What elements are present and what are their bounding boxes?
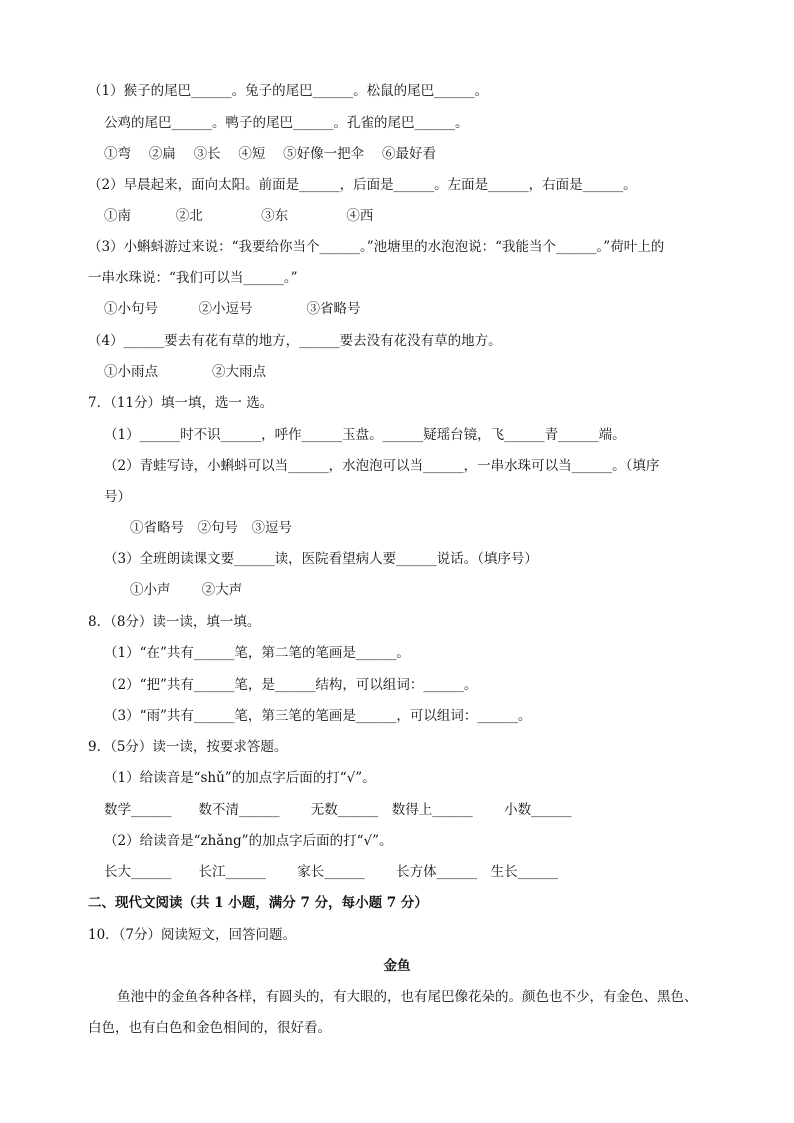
q6-1-line-2: 公鸡的尾巴______。鸭子的尾巴______。孔雀的尾巴______。 (104, 115, 469, 131)
q6-3-line-2: 一串水珠说：“我们可以当______。” (88, 270, 298, 286)
section-heading: 二、现代文阅读（共 1 小题，满分 7 分，每小题 7 分） (88, 895, 428, 911)
q6-4-line: （4）______要去有花有草的地方，______要去没有花没有草的地方。 (88, 333, 502, 349)
q6-1-options: ①弯 ②扁 ③长 ④短 ⑤好像一把伞 ⑥最好看 (104, 146, 436, 162)
q9-1-words: 数学______ 数不清______ 无数______ 数得上______ 小数______ (104, 802, 572, 818)
q6-3-options: ①小句号 ②小逗号 ③省略号 (104, 301, 361, 317)
q7-2-line-1: （2）青蛙写诗，小蝌蚪可以当______，水泡泡可以当______，一串水珠可以当______。（填序 (104, 458, 660, 474)
q9-1-instruction: （1）给读音是“shǔ”的加点字后面的打“√”。 (104, 770, 376, 786)
q7-2-line-2: 号） (104, 489, 131, 505)
q10-heading: 10．（7分）阅读短文，回答问题。 (88, 927, 297, 943)
q8-2-line: （2）“把”共有______笔，是______结构，可以组词：______。 (104, 677, 478, 693)
q7-3-line: （3）全班朗读课文要______读，医院看望病人要______说话。（填序号） (104, 551, 538, 567)
q7-3-options: ①小声 ②大声 (130, 582, 243, 598)
q7-heading: 7．（11分）填一填，选一 选。 (88, 395, 274, 411)
q9-heading: 9．（5分）读一读，按要求答题。 (88, 739, 288, 755)
q8-heading: 8．（8分）读一读，填一填。 (88, 614, 261, 630)
q7-2-options: ①省略号 ②句号 ③逗号 (130, 520, 292, 536)
q6-2-line: （2）早晨起来，面向太阳。前面是______，后面是______。左面是______，右面是______。 (88, 177, 637, 193)
q8-3-line: （3）“雨”共有______笔，第三笔的笔画是______，可以组词：______。 (104, 708, 532, 724)
q6-4-options: ①小雨点 ②大雨点 (104, 364, 266, 380)
q9-2-words: 长大______ 长江______ 家长______ 长方体______ 生长______ (104, 864, 559, 880)
q6-1-line-1: （1）猴子的尾巴______。兔子的尾巴______。松鼠的尾巴______。 (88, 83, 489, 99)
q8-1-line: （1）“在”共有______笔，第二笔的笔画是______。 (104, 645, 410, 661)
q6-3-line-1: （3）小蝌蚪游过来说：“我要给你当个______。”池塘里的水泡泡说：“我能当个______。”荷叶上的 (88, 239, 665, 255)
q9-2-instruction: （2）给读音是“zhǎng”的加点字后面的打“√”。 (104, 833, 393, 849)
q7-1-line: （1）______时不识______，呼作______玉盘。______疑瑶台镜，飞______青______端。 (104, 427, 626, 443)
passage-title: 金鱼 (383, 958, 411, 974)
passage-line-2: 白色，也有白色和金色相间的，很好看。 (88, 1020, 331, 1036)
passage-line-1: 鱼池中的金鱼各种各样，有圆头的，有大眼的，也有尾巴像花朵的。颜色也不少，有金色、黑色、 (117, 989, 698, 1005)
q6-2-options: ①南 ②北 ③东 ④西 (104, 208, 374, 224)
